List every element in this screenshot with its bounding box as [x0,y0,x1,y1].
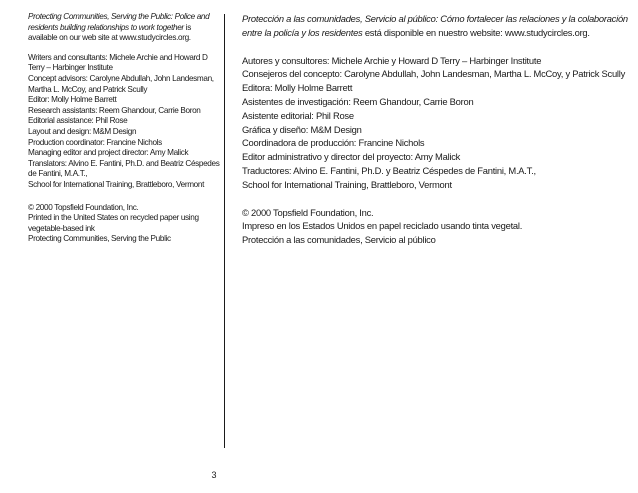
credit-line: Translators: Alvino E. Fantini, Ph.D. and Beatriz Céspedes de Fantini, M.A.T., [28,158,220,179]
english-column [28,12,220,254]
credit-line: Editor administrativo y director del proyecto: Amy Malick [242,151,461,163]
english-credits [28,53,220,191]
spanish-credits [242,54,634,192]
credit-line: Editora: Molly Holme Barrett [242,82,353,94]
credit-line: Consejeros del concepto: Carolyne Abdullah, John Landesman, Martha L. McCoy, y Patrick Scully [242,68,626,80]
credit-line: Asistente editorial: Phil Rose [242,109,354,121]
copyright-line: Impreso en los Estados Unidos en papel reciclado usando tinta vegetal. [242,220,523,232]
spanish-intro-title: Protección a las comunidades, Servicio al público: Cómo fortalecer las relaciones y la colaboración entre la policía y los residentes [242,13,628,38]
copyright-line: © 2000 Topsfield Foundation, Inc. [28,202,139,212]
english-intro-title: Protecting Communities, Serving the Public: Police and residents building relationships to work together [28,12,210,32]
spanish-column [242,12,634,261]
column-divider [224,14,225,448]
credit-line: Coordinadora de producción: Francine Nichols [242,137,425,149]
copyright-line: Protección a las comunidades, Servicio al público [242,234,436,246]
credit-line: Editorial assistance: Phil Rose [28,116,128,126]
english-copyright [28,203,220,245]
credit-line: Autores y consultores: Michele Archie y Howard D Terry – Harbinger Institute [242,54,542,66]
credit-line: Gráfica y diseño: M&M Design [242,123,362,135]
credit-line: Asistentes de investigación: Reem Ghandour, Carrie Boron [242,95,474,107]
page-number: 3 [211,470,217,480]
spanish-copyright [242,206,634,247]
credit-line: Layout and design: M&M Design [28,126,137,136]
english-intro [28,12,220,44]
credit-line: Traductores: Alvino E. Fantini, Ph.D. y Beatriz Céspedes de Fantini, M.A.T., [242,164,536,176]
credit-line: School for International Training, Brattleboro, Vermont [242,178,452,190]
credit-line: School for International Training, Brattleboro, Vermont [28,179,204,189]
spanish-intro [242,12,634,40]
credit-line: Editor: Molly Holme Barrett [28,95,117,105]
spanish-intro-rest: está disponible en nuestro website: www.studycircles.org. [362,26,590,38]
credit-line: Research assistants: Reem Ghandour, Carrie Boron [28,105,201,115]
credit-line: Writers and consultants: Michele Archie and Howard D Terry – Harbinger Institute [28,52,208,73]
copyright-line: Printed in the United States on recycled paper using vegetable-based ink [28,213,199,233]
copyright-line: Protecting Communities, Serving the Public [28,234,171,244]
credit-line: Production coordinator: Francine Nichols [28,137,162,147]
english-intro-rest: is available on our web site at www.studycircles.org. [28,22,191,43]
copyright-line: © 2000 Topsfield Foundation, Inc. [242,206,374,218]
credit-line: Managing editor and project director: Amy Malick [28,148,189,158]
credit-line: Concept advisors: Carolyne Abdullah, John Landesman, Martha L. McCoy, and Patrick Scully [28,73,214,94]
